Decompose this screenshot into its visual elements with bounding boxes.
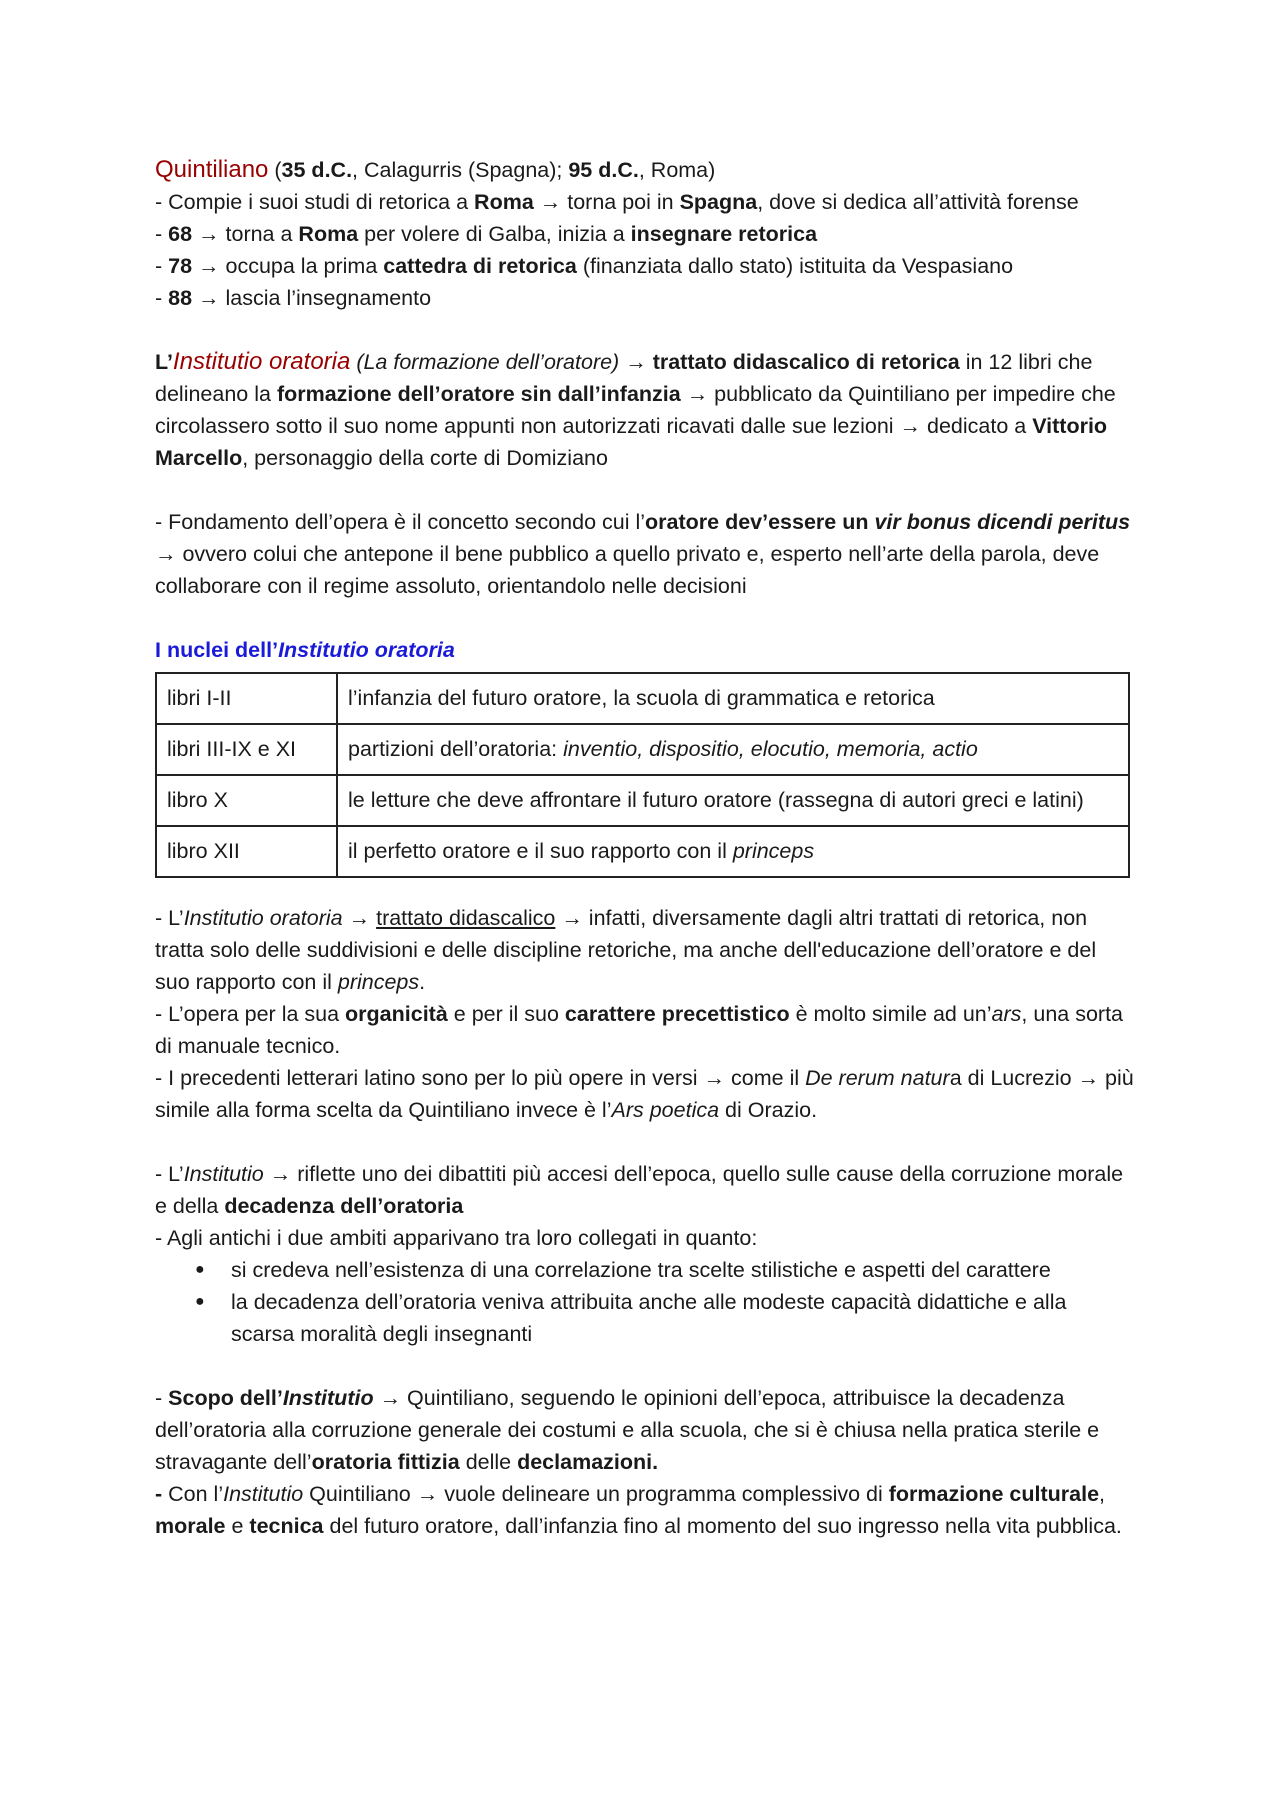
dibattiti-bullets — [155, 1254, 1135, 1350]
table-row — [156, 775, 1129, 826]
table-cell-libri: libro XII — [156, 826, 337, 877]
bio-line-68: - 68 → torna a Roma per volere di Galba, inizia a insegnare retorica — [155, 222, 818, 246]
list-item: ● si credeva nell’esistenza di una correlazione tra scelte stilistiche e aspetti del carattere — [231, 1254, 1135, 1286]
bio-line-78: - 78 → occupa la prima cattedra di retorica (finanziata dallo stato) istituita da Vespasiano — [155, 254, 1014, 278]
table-cell-descrizione: le letture che deve affrontare il futuro oratore (rassegna di autori greci e latini) — [337, 775, 1129, 826]
programma-paragraph: - Con l’Institutio Quintiliano → vuole delineare un programma complessivo di formazione culturale, morale e tecnica del futuro oratore, dall’infanzia fino al momento del suo ingresso nella vita pubblica. — [155, 1482, 1122, 1538]
scopo-paragraph: - Scopo dell’Institutio → Quintiliano, seguendo le opinioni dell’epoca, attribuisce la decadenza dell’oratoria alla corruzione generale dei costumi e alla scuola, che si è chiusa nella pratica sterile e stravagante dell’oratoria fittizia delle declamazioni. — [155, 1386, 1100, 1474]
table-cell-libri: libro X — [156, 775, 337, 826]
spacer — [155, 602, 1135, 634]
list-item: ● la decadenza dell’oratoria veniva attribuita anche alle modeste capacità didattiche e alla scarsa moralità degli insegnanti — [231, 1286, 1135, 1350]
institutio-paragraph: L’Institutio oratoria (La formazione dell’oratore) → trattato didascalico di retorica in 12 libri che delineano la formazione dell’oratore sin dall’infanzia → pubblicato da Quintiliano per impedire che circolassero sotto il suo nome appunti non autorizzati ricavati dalle sue lezioni → dedicato a Vittorio Marcello, personaggio della corte di Domiziano — [155, 348, 1116, 470]
spacer — [155, 1126, 1135, 1158]
intro-heading: Quintiliano (35 d.C., Calagurris (Spagna); 95 d.C., Roma) — [155, 156, 716, 183]
table-cell-libri: libri I-II — [156, 673, 337, 724]
dibattiti-paragraph: - L’Institutio → riflette uno dei dibattiti più accesi dell’epoca, quello sulle cause della corruzione morale e della decadenza dell’oratoria — [155, 1162, 1124, 1218]
table-cell-libri: libri III-IX e XI — [156, 724, 337, 775]
nuclei-table — [155, 672, 1130, 878]
spacer — [155, 1350, 1135, 1382]
table-row — [156, 826, 1129, 877]
didascalico-paragraph: - L’Institutio oratoria → trattato didascalico → infatti, diversamente dagli altri trattati di retorica, non tratta solo delle suddivisioni e delle discipline retoriche, ma anche dell'educazione dell’oratore e del suo rapporto con il princeps. — [155, 906, 1097, 994]
table-cell-descrizione: il perfetto oratore e il suo rapporto con il princeps — [337, 826, 1129, 877]
bio-line-88: - 88 → lascia l’insegnamento — [155, 286, 432, 310]
table-cell-descrizione: partizioni dell’oratoria: inventio, dispositio, elocutio, memoria, actio — [337, 724, 1129, 775]
antichi-line: - Agli antichi i due ambiti apparivano tra loro collegati in quanto: — [155, 1226, 758, 1250]
table-row — [156, 673, 1129, 724]
spacer — [155, 314, 1135, 346]
bio-line-studies: - Compie i suoi studi di retorica a Roma → torna poi in Spagna, dove si dedica all’attività forense — [155, 190, 1079, 214]
nuclei-heading: I nuclei dell’Institutio oratoria — [155, 638, 455, 662]
table-cell-descrizione: l’infanzia del futuro oratore, la scuola di grammatica e retorica — [337, 673, 1129, 724]
institutio-title: Institutio oratoria — [172, 348, 351, 375]
organicita-paragraph: - L’opera per la sua organicità e per il suo carattere precettistico è molto simile ad un’ars, una sorta di manuale tecnico. — [155, 1002, 1124, 1058]
precedenti-paragraph: - I precedenti letterari latino sono per lo più opere in versi → come il De rerum natura di Lucrezio → più simile alla forma scelta da Quintiliano invece è l’Ars poetica di Orazio. — [155, 1066, 1134, 1122]
table-row — [156, 724, 1129, 775]
spacer — [155, 474, 1135, 506]
fondamento-paragraph: - Fondamento dell’opera è il concetto secondo cui l’oratore dev’essere un vir bonus dicendi peritus → ovvero colui che antepone il bene pubblico a quello privato e, esperto nell’arte della parola, deve collaborare con il regime assoluto, orientandolo nelle decisioni — [155, 510, 1131, 598]
author-name: Quintiliano — [155, 156, 269, 183]
document-page — [155, 154, 1135, 1542]
